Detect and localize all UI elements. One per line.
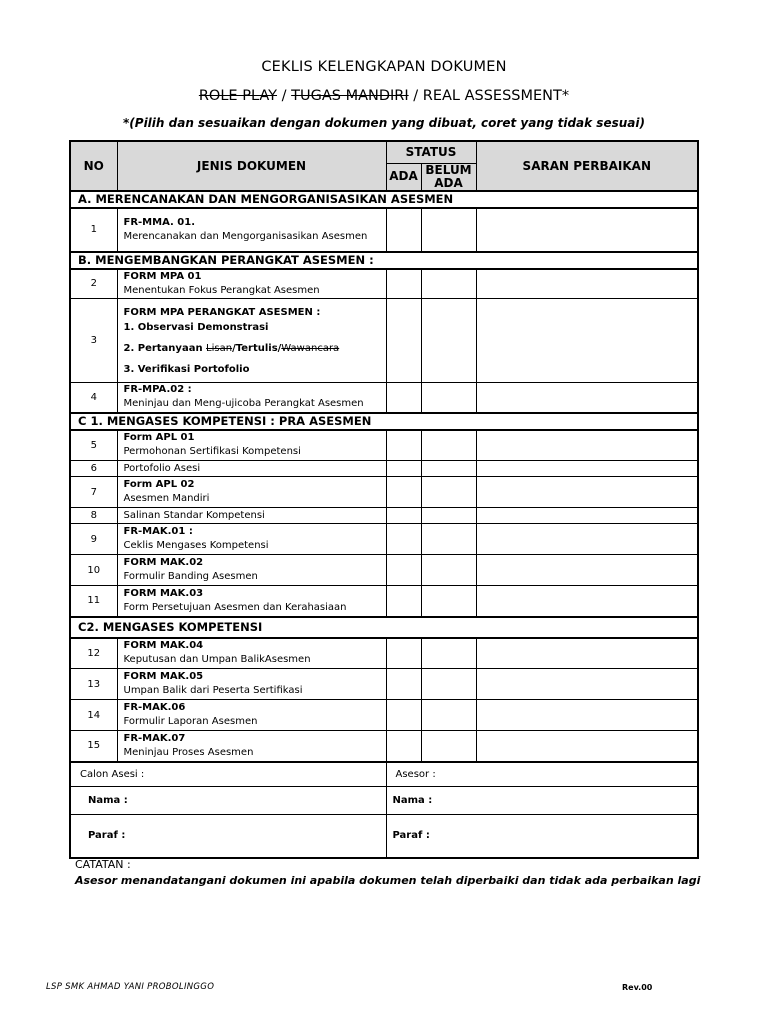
document-cell: [117, 669, 386, 700]
document-code: FR-MAK.06: [123, 702, 186, 713]
ada-checkbox-cell[interactable]: [386, 524, 421, 555]
belum-ada-checkbox-cell[interactable]: [421, 524, 476, 555]
checklist-table: [69, 140, 699, 859]
document-code: Form APL 02: [123, 479, 195, 490]
footer-revision: Rev.00: [622, 983, 653, 992]
document-description: Formulir Laporan Asesmen: [123, 716, 258, 727]
separator: /: [277, 88, 292, 104]
saran-cell[interactable]: [476, 461, 698, 477]
ada-checkbox-cell[interactable]: [386, 731, 421, 762]
row-number: 9: [70, 524, 117, 555]
table-row: [70, 299, 698, 383]
document-code: FORM MAK.03: [123, 587, 204, 599]
ada-checkbox-cell[interactable]: [386, 508, 421, 524]
document-code: FORM MPA 01: [123, 270, 202, 282]
saran-cell[interactable]: [476, 477, 698, 508]
role-play-option: ROLE PLAY: [198, 88, 278, 104]
wawancara-option: Wawancara: [281, 342, 340, 354]
belum-ada-checkbox-cell[interactable]: [421, 508, 476, 524]
row-number: 5: [70, 430, 117, 461]
separator: /: [408, 88, 423, 104]
document-cell: [117, 700, 386, 731]
table-row: [70, 430, 698, 461]
nama-asesi-field[interactable]: Nama :: [70, 787, 386, 815]
assessment-item-verifikasi: 3. Verifikasi Portofolio: [123, 363, 250, 375]
saran-cell[interactable]: [476, 508, 698, 524]
header-saran-perbaikan: SARAN PERBAIKAN: [476, 141, 698, 191]
document-description: Portofolio Asesi: [123, 462, 201, 474]
document-cell: [117, 555, 386, 586]
table-row: [70, 477, 698, 508]
document-cell: [117, 731, 386, 762]
header-no: NO: [70, 141, 117, 191]
table-row: [70, 669, 698, 700]
ada-checkbox-cell[interactable]: [386, 269, 421, 299]
saran-cell[interactable]: [476, 208, 698, 252]
document-description: Asesmen Mandiri: [123, 493, 210, 504]
table-row: [70, 638, 698, 669]
document-code: FORM MAK.05: [123, 671, 204, 682]
document-cell: [117, 430, 386, 461]
document-description: Meninjau dan Meng-ujicoba Perangkat Asesmen: [123, 398, 364, 410]
belum-ada-checkbox-cell[interactable]: [421, 477, 476, 508]
document-description: Permohonan Sertifikasi Kompetensi: [123, 446, 301, 458]
document-cell: [117, 638, 386, 669]
document-description: Menentukan Fokus Perangkat Asesmen: [123, 284, 320, 296]
header-belum-ada: BELUM ADA: [421, 163, 476, 191]
row-number: 13: [70, 669, 117, 700]
saran-cell[interactable]: [476, 383, 698, 413]
document-description: Ceklis Mengases Kompetensi: [123, 540, 269, 551]
document-subtitle: [0, 88, 768, 104]
nama-asesor-field[interactable]: Nama :: [386, 787, 698, 815]
tugas-mandiri-option: TUGAS MANDIRI: [291, 88, 409, 104]
table-row: [70, 586, 698, 617]
belum-ada-checkbox-cell[interactable]: [421, 430, 476, 461]
table-row: [70, 731, 698, 762]
ada-checkbox-cell[interactable]: [386, 638, 421, 669]
saran-cell[interactable]: [476, 638, 698, 669]
saran-cell[interactable]: [476, 731, 698, 762]
ada-checkbox-cell[interactable]: [386, 461, 421, 477]
table-row: [70, 700, 698, 731]
document-cell: [117, 508, 386, 524]
tertulis-option: /Tertulis/: [232, 342, 282, 354]
real-assessment-option: REAL ASSESSMENT*: [422, 88, 570, 104]
document-code: FR-MMA. 01.: [123, 216, 196, 228]
belum-ada-checkbox-cell[interactable]: [421, 383, 476, 413]
ada-checkbox-cell[interactable]: [386, 299, 421, 383]
assessment-item-pertanyaan: [124, 341, 386, 356]
document-cell: [117, 299, 386, 383]
ada-checkbox-cell[interactable]: [386, 586, 421, 617]
table-row: [70, 383, 698, 413]
pertanyaan-label: 2. Pertanyaan: [123, 342, 207, 354]
section-a: A. MERENCANAKAN DAN MENGORGANISASIKAN ASESMEN: [70, 191, 698, 208]
saran-cell[interactable]: [476, 586, 698, 617]
document-description: Formulir Banding Asesmen: [123, 571, 258, 582]
document-code: FORM MAK.04: [123, 640, 204, 652]
row-number: 1: [70, 208, 117, 252]
document-description: Keputusan dan Umpan BalikAsesmen: [123, 654, 311, 666]
table-row: [70, 461, 698, 477]
document-title: CEKLIS KELENGKAPAN DOKUMEN: [261, 59, 507, 75]
catatan-text: Asesor menandatangani dokumen ini apabila dokumen telah diperbaiki dan tidak ada perbaikan lagi: [75, 874, 701, 887]
ada-checkbox-cell[interactable]: [386, 700, 421, 731]
ada-checkbox-cell[interactable]: [386, 477, 421, 508]
header-status: STATUS: [386, 141, 476, 163]
row-number: 7: [70, 477, 117, 508]
document-description: Merencanakan dan Mengorganisasikan Asesmen: [123, 230, 368, 242]
table-row: [70, 508, 698, 524]
footer-organization: LSP SMK AHMAD YANI PROBOLINGGO: [46, 982, 215, 992]
row-number: 10: [70, 555, 117, 586]
calon-asesi-label: Calon Asesi :: [70, 762, 386, 787]
document-code: Form APL 01: [123, 432, 195, 444]
belum-ada-checkbox-cell[interactable]: [421, 700, 476, 731]
document-code: FR-MPA.02 :: [123, 384, 192, 396]
row-number: 8: [70, 508, 117, 524]
row-number: 3: [70, 299, 117, 383]
belum-ada-checkbox-cell[interactable]: [421, 669, 476, 700]
row-number: 6: [70, 461, 117, 477]
saran-cell[interactable]: [476, 669, 698, 700]
table-row: [70, 524, 698, 555]
instruction-note: *(Pilih dan sesuaikan dengan dokumen yang dibuat, coret yang tidak sesuai): [123, 116, 645, 130]
document-code: FR-MAK.01 :: [123, 526, 193, 537]
document-description: Salinan Standar Kompetensi: [123, 509, 265, 521]
saran-cell[interactable]: [476, 700, 698, 731]
ada-checkbox-cell[interactable]: [386, 430, 421, 461]
belum-ada-checkbox-cell[interactable]: [421, 586, 476, 617]
section-c1: C 1. MENGASES KOMPETENSI : PRA ASESMEN: [70, 413, 698, 430]
assessment-item-observasi: 1. Observasi Demonstrasi: [123, 321, 269, 333]
document-cell: [117, 524, 386, 555]
saran-cell[interactable]: [476, 430, 698, 461]
table-row: [70, 269, 698, 299]
table-row: [70, 208, 698, 252]
document-cell: [117, 269, 386, 299]
document-code: FR-MAK.07: [123, 732, 186, 744]
row-number: 12: [70, 638, 117, 669]
document-code: FORM MPA PERANGKAT ASESMEN :: [123, 306, 321, 318]
paraf-asesi-field[interactable]: Paraf :: [70, 815, 386, 858]
saran-cell[interactable]: [476, 299, 698, 383]
belum-ada-checkbox-cell[interactable]: [421, 208, 476, 252]
section-c2: C2. MENGASES KOMPETENSI: [70, 617, 698, 638]
row-number: 4: [70, 383, 117, 413]
paraf-asesor-field[interactable]: Paraf :: [386, 815, 698, 858]
ada-checkbox-cell[interactable]: [386, 669, 421, 700]
document-code: FORM MAK.02: [123, 557, 204, 568]
saran-cell[interactable]: [476, 524, 698, 555]
catatan-label: CATATAN :: [75, 858, 131, 871]
lisan-option: Lisan: [206, 342, 233, 354]
document-description: Meninjau Proses Asesmen: [123, 746, 254, 758]
document-cell: [117, 383, 386, 413]
saran-cell[interactable]: [476, 555, 698, 586]
document-description: Umpan Balik dari Peserta Sertifikasi: [123, 685, 303, 696]
document-cell: [117, 461, 386, 477]
row-number: 2: [70, 269, 117, 299]
saran-cell[interactable]: [476, 269, 698, 299]
ada-checkbox-cell[interactable]: [386, 208, 421, 252]
row-number: 14: [70, 700, 117, 731]
asesor-label: Asesor :: [386, 762, 698, 787]
belum-ada-checkbox-cell[interactable]: [421, 731, 476, 762]
document-description: Form Persetujuan Asesmen dan Kerahasiaan: [123, 601, 347, 613]
table-row: [70, 555, 698, 586]
belum-ada-checkbox-cell[interactable]: [421, 461, 476, 477]
belum-ada-checkbox-cell[interactable]: [421, 269, 476, 299]
belum-ada-checkbox-cell[interactable]: [421, 638, 476, 669]
belum-ada-checkbox-cell[interactable]: [421, 555, 476, 586]
belum-ada-checkbox-cell[interactable]: [421, 299, 476, 383]
row-number: 11: [70, 586, 117, 617]
document-cell: [117, 208, 386, 252]
section-b: B. MENGEMBANGKAN PERANGKAT ASESMEN :: [70, 252, 698, 269]
ada-checkbox-cell[interactable]: [386, 383, 421, 413]
row-number: 15: [70, 731, 117, 762]
document-cell: [117, 586, 386, 617]
ada-checkbox-cell[interactable]: [386, 555, 421, 586]
header-jenis-dokumen: JENIS DOKUMEN: [117, 141, 386, 191]
header-ada: ADA: [386, 163, 421, 191]
document-cell: [117, 477, 386, 508]
